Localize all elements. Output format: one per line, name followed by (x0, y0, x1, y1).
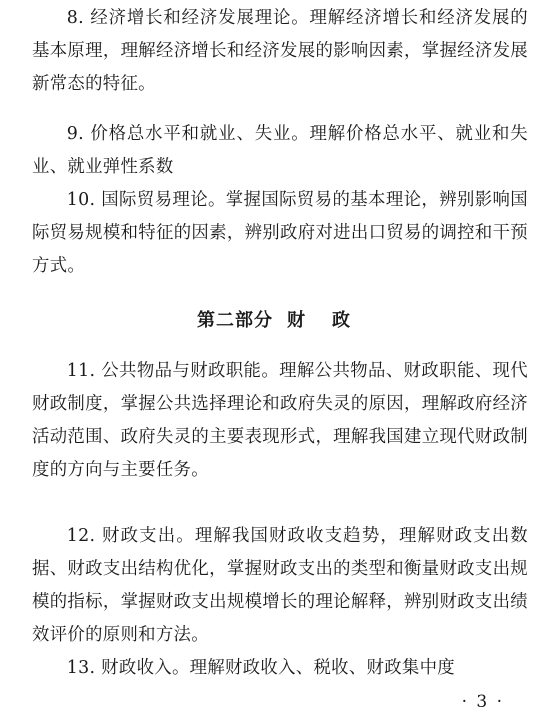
paragraph-item-12: 12. 财政支出。理解我国财政收支趋势，理解财政支出数据、财政支出结构优化，掌握财政支出的类型和衡量财政支出规模的指标，掌握财政支出规模增长的理论解释，辨别财政支出绩效评价的原则和方法。 (32, 526, 528, 645)
section-heading (0, 307, 548, 335)
section-heading-part: 第二部分 (197, 310, 273, 331)
paragraph-item-13: 13. 财政收入。理解财政收入、税收、财政集中度 (66, 658, 455, 678)
paragraph-item-10: 10. 国际贸易理论。掌握国际贸易的基本理论，辨别影响国际贸易规模和特征的因素，辨别政府对进出口贸易的调控和干预方式。 (32, 190, 528, 276)
paragraph-item-9: 9. 价格总水平和就业、失业。理解价格总水平、就业和失业、就业弹性系数 (32, 124, 528, 177)
paragraph-item-8: 8. 经济增长和经济发展理论。理解经济增长和经济发展的基本原理，理解经济增长和经济发展的影响因素，掌握经济发展新常态的特征。 (32, 8, 528, 94)
section-heading-char-1: 财 (287, 310, 306, 331)
page-number: · 3 · (461, 692, 504, 712)
section-heading-char-2: 政 (332, 310, 351, 331)
paragraph-item-11: 11. 公共物品与财政职能。理解公共物品、财政职能、现代财政制度，掌握公共选择理论和政府失灵的原因，理解政府经济活动范围、政府失灵的主要表现形式，理解我国建立现代财政制度的方向与主要任务。 (32, 361, 528, 480)
